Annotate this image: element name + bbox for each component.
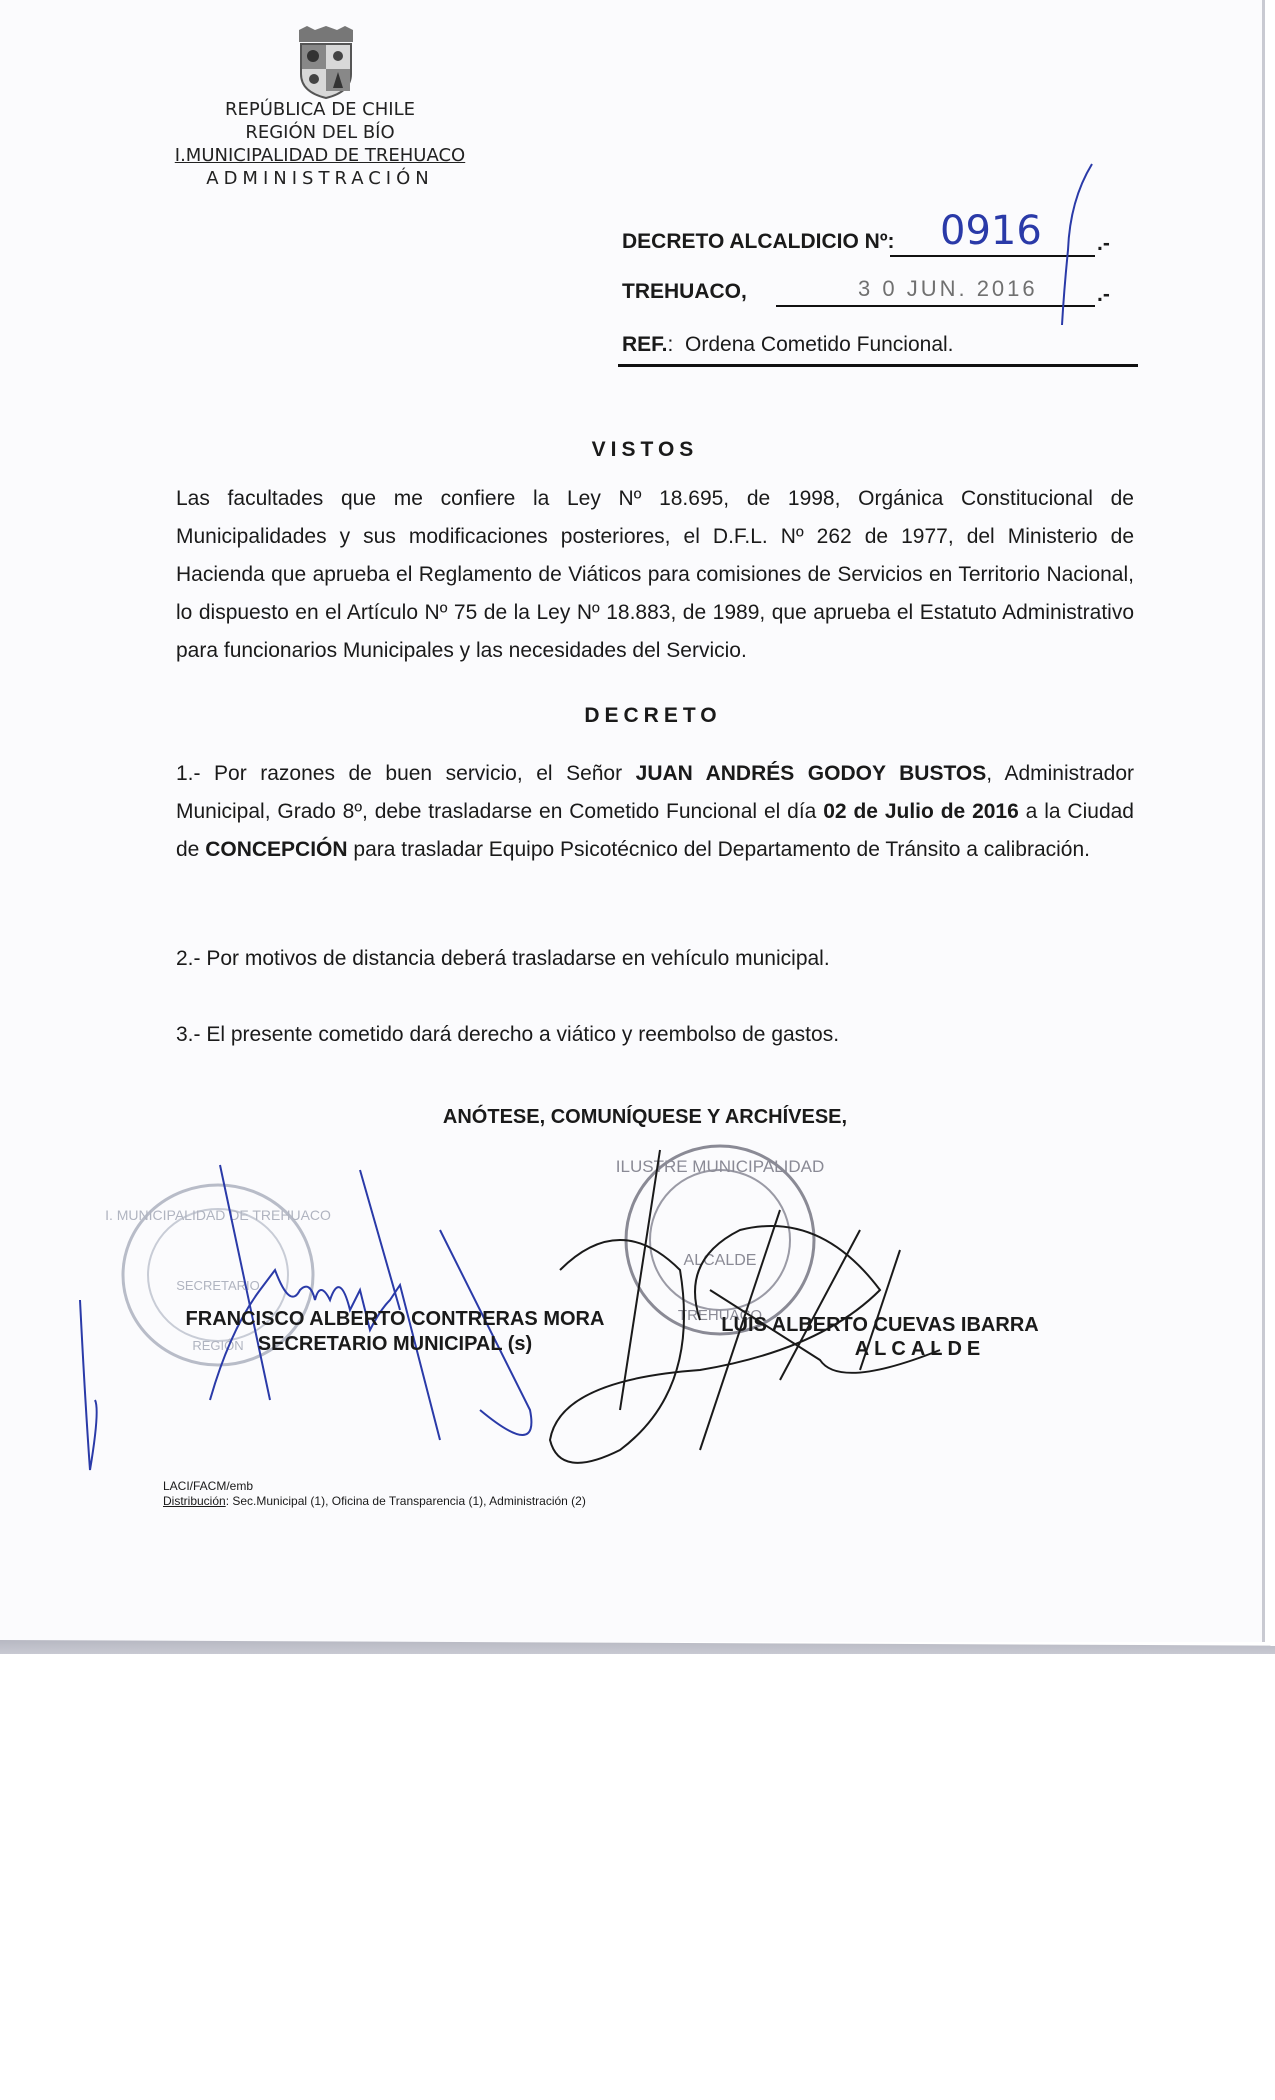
seal-text: ILUSTRE MUNICIPALIDAD (615, 1157, 825, 1176)
seal-text: TREHUACO (677, 1307, 763, 1324)
secretary-name: FRANCISCO ALBERTO CONTRERAS MORA (185, 1308, 605, 1330)
header-department: ADMINISTRACIÓN (206, 168, 434, 189)
distribution (163, 1494, 586, 1508)
secretary-title: SECRETARIO MUNICIPAL (s) (257, 1333, 533, 1355)
handwritten-slash-mark (1040, 160, 1100, 330)
page-edge-shadow (0, 1640, 1275, 1654)
vistos-paragraph: Las facultades que me confiere la Ley Nº 18.695, de 1998, Orgánica Constitucional de Municipalidades y sus modificaciones posteriores, el D.F.L. Nº 262 de 1977, del Ministerio de Hacienda que aprueba el Reglamento de Viáticos para comisiones de Servicios en Territorio Nacional, lo dispuesto en el Artículo Nº 75 de la Ley Nº 18.883, de 1989, que aprueba el Estatuto Administrativo para funcionarios Municipales y las necesidades del Servicio. (176, 487, 1134, 662)
seal-text: REGIÓN (192, 1338, 244, 1353)
travel-date: 02 de Julio de 2016 (823, 800, 1019, 823)
decreto-heading: DECRETO (584, 704, 722, 727)
decree-item-1 (176, 755, 1134, 869)
destination-city: CONCEPCIÓN (205, 838, 348, 861)
ref-value: Ordena Cometido Funcional. (685, 333, 954, 356)
seal-text: I. MUNICIPALIDAD DE TREHUACO (105, 1207, 331, 1223)
suffix: .- (1097, 283, 1110, 306)
item1-text: , Administrador Municipal, Grado 8º, debe trasladarse en Cometido Funcional el día (176, 762, 1135, 823)
decree-number-handwritten: 0916 (940, 208, 1042, 254)
decree-item-3: 3.- El presente cometido dará derecho a viático y reembolso de gastos. (176, 1023, 840, 1046)
header-municipality: I.MUNICIPALIDAD DE TREHUACO (174, 145, 466, 166)
header-country: REPÚBLICA DE CHILE (225, 99, 415, 120)
mayor-name: LUIS ALBERTO CUEVAS IBARRA (721, 1314, 1039, 1336)
reference (622, 333, 954, 357)
distribution-label: Distribución (163, 1494, 226, 1508)
item1-text: a la Ciudad de (176, 800, 1134, 861)
vistos-heading: VISTOS (591, 438, 699, 461)
seal-text: SECRETARIO (176, 1278, 260, 1293)
reference-underline (618, 364, 1138, 367)
decree-item-2: 2.- Por motivos de distancia deberá trasladarse en vehículo municipal. (176, 947, 830, 970)
crest-icon (293, 26, 359, 98)
closing-formula: ANÓTESE, COMUNÍQUESE Y ARCHÍVESE, (442, 1106, 848, 1128)
mayor-title: ALCALDE (854, 1338, 986, 1360)
seal-text: ALCALDE (683, 1252, 757, 1269)
ref-label: REF. (622, 333, 668, 356)
place-label: TREHUACO, (622, 280, 747, 303)
suffix: .- (1097, 232, 1110, 255)
official-name: JUAN ANDRÉS GODOY BUSTOS (635, 762, 987, 785)
decree-number-label: DECRETO ALCALDICIO Nº: (622, 230, 895, 253)
initials: LACI/FACM/emb (163, 1479, 254, 1493)
item1-text: 1.- Por razones de buen servicio, el Señor (176, 762, 636, 785)
header-region: REGIÓN DEL BÍO (245, 122, 395, 143)
distribution-list: : Sec.Municipal (1), Oficina de Transparencia (1), Administración (2) (225, 1494, 586, 1508)
item1-text: para trasladar Equipo Psicotécnico del Departamento de Tránsito a calibración. (347, 838, 1090, 861)
ref-colon: : (667, 333, 674, 356)
date-stamp: 3 0 JUN. 2016 (858, 276, 1038, 301)
